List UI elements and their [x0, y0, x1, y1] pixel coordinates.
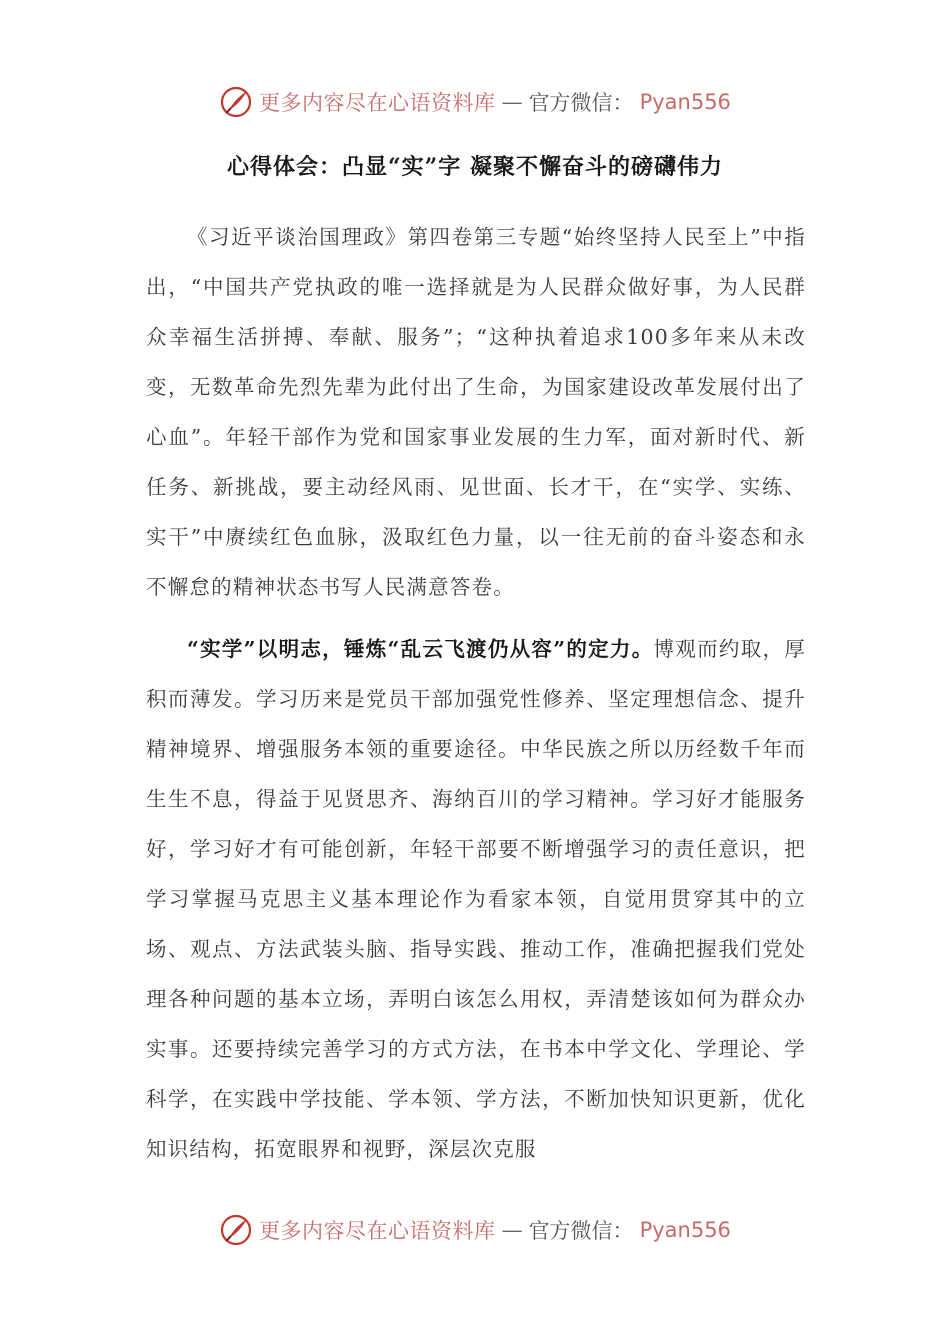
banner-separator: —	[501, 90, 523, 114]
banner-wechat-label: 官方微信：	[528, 1219, 634, 1243]
footer-banner	[0, 1210, 950, 1250]
paragraph-lead: “实学”以明志，锤炼“乱云飞渡仍从容”的定力。	[187, 637, 654, 661]
banner-brand-text: 更多内容尽在心语资料库	[259, 1219, 496, 1243]
header-banner	[0, 82, 950, 122]
banner-brand-text: 更多内容尽在心语资料库	[259, 91, 496, 115]
paragraph-shixue	[146, 624, 806, 1174]
quill-logo-icon	[219, 1213, 253, 1247]
paragraph-text: 《习近平谈治国理政》第四卷第三专题“始终坚持人民至上”中指出，“中国共产党执政的唯一选择就是为人民群众做好事，为人民群众幸福生活拼搏、奉献、服务”；“这种执着追求100多年来从未改变，无数革命先烈先辈为此付出了生命，为国家建设改革发展付出了心血”。年轻干部作为党和国家事业发展的生力军，面对新时代、新任务、新挑战，要主动经风雨、见世面、长才干，在“实学、实练、实干”中赓续红色血脉，汲取红色力量，以一往无前的奋斗姿态和永不懈怠的精神状态书写人民满意答卷。	[146, 225, 806, 599]
banner-wechat-id: Pyan556	[639, 1218, 731, 1242]
paragraph-text: 博观而约取，厚积而薄发。学习历来是党员干部加强党性修养、坚定理想信念、提升精神境界、增强服务本领的重要途径。中华民族之所以历经数千年而生生不息，得益于见贤思齐、海纳百川的学习精神。学习好才能服务好，学习好才有可能创新，年轻干部要不断增强学习的责任意识，把学习掌握马克思主义基本理论作为看家本领，自觉用贯穿其中的立场、观点、方法武装头脑、指导实践、推动工作，准确把握我们党处理各种问题的基本立场，弄明白该怎么用权，弄清楚该如何为群众办实事。还要持续完善学习的方式方法，在书本中学文化、学理论、学科学，在实践中学技能、学本领、学方法，不断加快知识更新，优化知识结构，拓宽眼界和视野，深层次克服	[146, 637, 807, 1161]
banner-separator: —	[501, 1218, 523, 1242]
article-body	[146, 212, 806, 1174]
paragraph-intro	[146, 212, 806, 612]
banner-wechat-label: 官方微信：	[528, 91, 634, 115]
banner-wechat-id: Pyan556	[639, 90, 731, 114]
article-title: 心得体会：凸显“实”字 凝聚不懈奋斗的磅礴伟力	[227, 154, 723, 180]
quill-logo-icon	[219, 85, 253, 119]
